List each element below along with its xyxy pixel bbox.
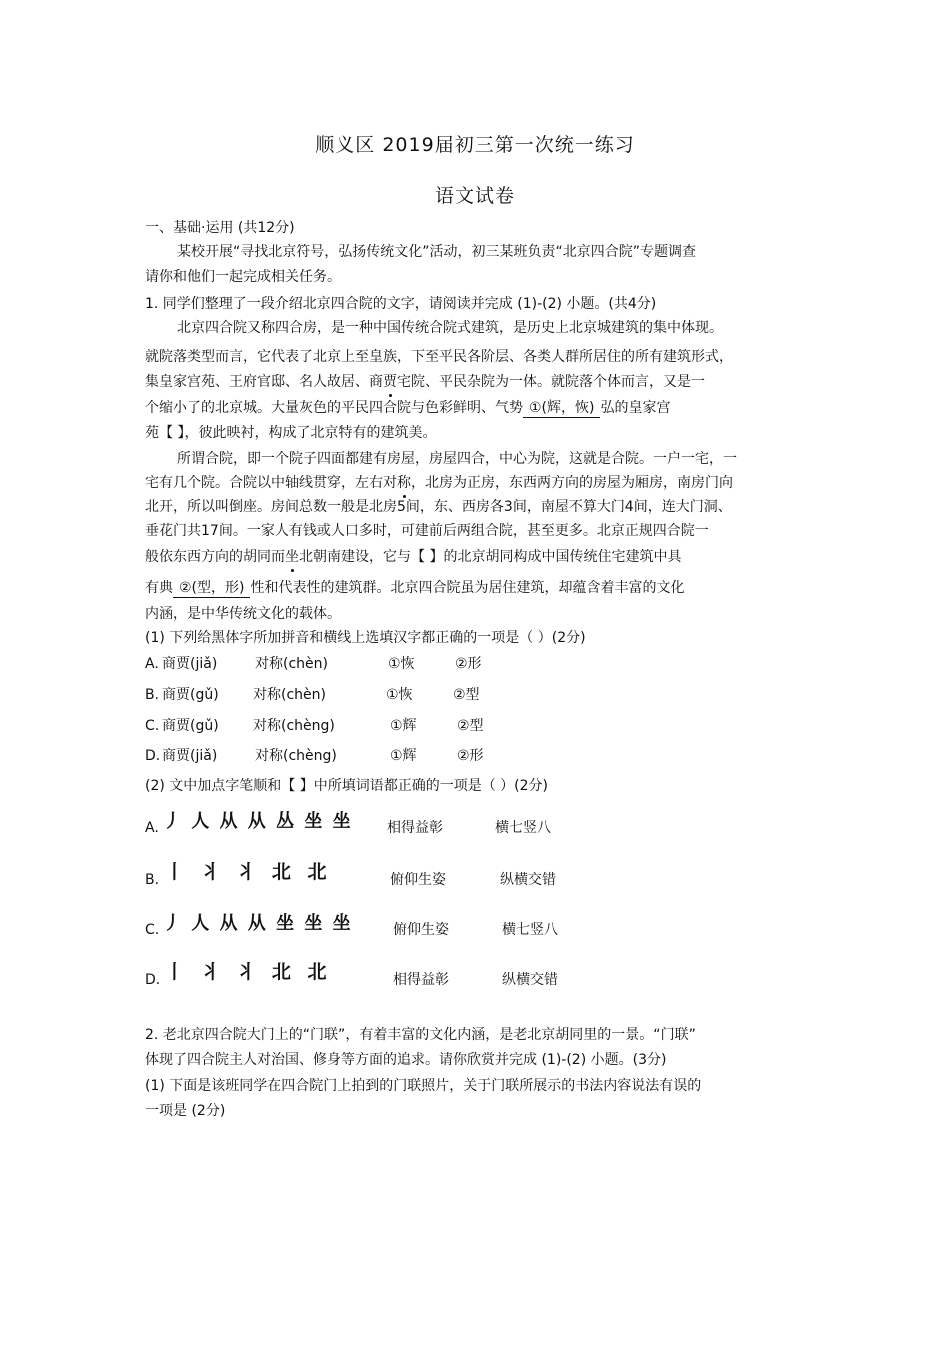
fill-blank-2: ②(型，形) bbox=[173, 580, 250, 598]
sub-question-2: (2) 文中加点字笔顺和【 】中所填词语都正确的一项是（ ）(2分) bbox=[145, 778, 549, 794]
passage-line: 内涵，是中华传统文化的载体。 bbox=[145, 606, 341, 622]
fill-blank-1: ①(辉，恢) bbox=[523, 400, 600, 418]
sub-question-1: (1) 下列给黑体字所加拼音和横线上选填汉字都正确的一项是（ ）(2分) bbox=[145, 630, 586, 646]
question-1-heading: 1. 同学们整理了一段介绍北京四合院的文字，请阅读并完成 (1)-(2) 小题。(共4分) bbox=[145, 296, 657, 312]
passage-line: 苑【 】，彼此映衬，构成了北京特有的建筑美。 bbox=[145, 425, 437, 441]
question-2-line: 2. 老北京四合院大门上的“门联”，有着丰富的文化内涵，是老北京胡同里的一景。“门联” bbox=[145, 1027, 696, 1043]
passage-line: 个缩小了的北京城。大量灰色的平民四合院与色彩鲜明、气势 ①(辉，恢) 弘的皇家宫 bbox=[145, 400, 671, 416]
stroke-order-image: 丿 人 从 从 丛 坐 坐 bbox=[163, 811, 353, 832]
dotted-char: 称 bbox=[397, 475, 411, 491]
dotted-char: 贾 bbox=[383, 374, 397, 390]
passage-line: 般依东西方向的胡同而坐北朝南建设，它与【 】的北京胡同构成中国传统住宅建筑中具 bbox=[145, 549, 682, 565]
passage-line: 北京四合院又称四合房，是一种中国传统合院式建筑，是历史上北京城建筑的集中体现。 bbox=[177, 320, 723, 336]
passage-line: 北开，所以叫倒座。房间总数一般是北房5间，东、西房各3间，南屋不算大门4间，连大门洞、 bbox=[145, 499, 732, 515]
exam-title: 顺义区 2019届初三第一次统一练习 bbox=[315, 134, 635, 156]
intro-line-1: 某校开展“寻找北京符号，弘扬传统文化”活动，初三某班负责“北京四合院”专题调查 bbox=[177, 244, 697, 260]
passage-line: 有典 ②(型，形) 性和代表性的建筑群。北京四合院虽为居住建筑，却蕴含着丰富的文化 bbox=[145, 580, 685, 596]
dotted-char: 坐 bbox=[285, 549, 299, 565]
question-2-line: 体现了四合院主人对治国、修身等方面的追求。请你欣赏并完成 (1)-(2) 小题。(3分) bbox=[145, 1052, 667, 1068]
passage-line: 就院落类型而言，它代表了北京上至皇族，下至平民各阶层、各类人群所居住的所有建筑形式， bbox=[145, 349, 733, 365]
question-2-line: (1) 下面是该班同学在四合院门上拍到的门联照片，关于门联所展示的书法内容说法有误的 bbox=[145, 1078, 702, 1094]
passage-line: 宅有几个院。合院以中轴线贯穿，左右对称，北房为正房，东西两方向的房屋为厢房，南房门向 bbox=[145, 475, 733, 491]
question-2-line: 一项是 (2分) bbox=[145, 1103, 226, 1119]
intro-line-2: 请你和他们一起完成相关任务。 bbox=[145, 269, 341, 285]
stroke-order-image: 丿 人 从 从 坐 坐 坐 bbox=[163, 913, 353, 934]
stroke-order-image: 丨 丬 丬 北 北 bbox=[165, 861, 332, 883]
exam-subtitle: 语文试卷 bbox=[434, 185, 515, 207]
passage-line: 垂花门共17间。一家人有钱或人口多时，可建前后两组合院，甚至更多。北京正规四合院一 bbox=[145, 523, 709, 539]
stroke-order-image: 丨 丬 丬 北 北 bbox=[165, 961, 332, 983]
passage-line: 集皇家宫苑、王府官邸、名人故居、商贾宅院、平民杂院为一体。就院落个体而言，又是一 bbox=[145, 374, 705, 390]
section-heading: 一、基础·运用 (共12分) bbox=[145, 220, 295, 236]
exam-page: 顺义区 2019届初三第一次统一练习 语文试卷 一、基础·运用 (共12分) 某校开展“寻找北京符号，弘扬传统文化”活动，初三某班负责“北京四合院”专题调查 请你和他们一起完成相关任务。 1. 同学们整理了一段介绍北京四合院的文字，请阅读并完成 (1)-(2) 小题。(共4分) 北京四合院又称四合房，是一种中国传统合院式建筑，是历史上北京城建筑的集中体现。 就院落类型而言，它代表了北京上至皇族，下至平民各阶层、各类人群所居住的所有建筑形式， 集皇家宫苑、王府官邸、名人故居、商贾宅院、平民杂院为一体。就院落个体而言，又是一 个缩小了的北京城。大量灰色的平民四合院与色彩鲜明、气势 ①(辉，恢) 弘的皇家宫 苑【 】，彼此映衬，构成了北京特有的建筑美。 所谓合院，即一个院子四面都建有房屋，房屋四合，中心为院，这就是合院。一户一宅，一 宅有几个院。合院以中轴线贯穿，左右对称，北房为正房，东西两方向的房屋为厢房，南房门向 北开，所以叫倒座。房间总数一般是北房5间，东、西房各3间，南屋不算大门4间，连大门洞、 垂花门共17间。一家人有钱或人口多时，可建前后两组合院，甚至更多。北京正规四合院一 般依东西方向的胡同而坐北朝南建设，它与【 】的北京胡同构成中国传统住宅建筑中具 有典 ②(型，形) 性和代表性的建筑群。北京四合院虽为居住建筑，却蕴含着丰富的文化 内涵，是中华传统文化的载体。 (1) 下列给黑体字所加拼音和横线上选填汉字都正确的一项是（ ）(2分) A. 商贾(jiǎ) 对称(chèn) ①恢 ②形 B. 商贾(gǔ) 对称(chèn) ①恢 ②型 C. 商贾(gǔ) 对称(chèng) ①辉 ②型 D. 商贾(jiǎ) 对称(chèng) ①辉 ②形 (2) 文中加点字笔顺和【 】中所填词语都正确的一项是（ ）(2分) A. 丿 人 从 从 丛 坐 坐 相得益彰 横七竖八 B. 丨 丬 丬 北 北 俯仰生姿 纵横交错 C. 丿 人 从 从 坐 坐 坐 俯仰生姿 横七竖八 D. 丨 丬 丬 北 北 相得益彰 纵横交错 2. 老北京四合院大门上的“门联”，有着丰富的文化内涵，是老北京胡同里的一景。“门联” 体现了四合院主人对治国、修身等方面的追求。请你欣赏并完成 (1)-(2) 小题。(3分) (1) 下面是该班同学在四合院门上拍到的门联照片，关于门联所展示的书法内容说法有误的 一项是 (2分) bbox=[0, 0, 950, 1345]
passage-line: 所谓合院，即一个院子四面都建有房屋，房屋四合，中心为院，这就是合院。一户一宅，一 bbox=[177, 451, 737, 467]
